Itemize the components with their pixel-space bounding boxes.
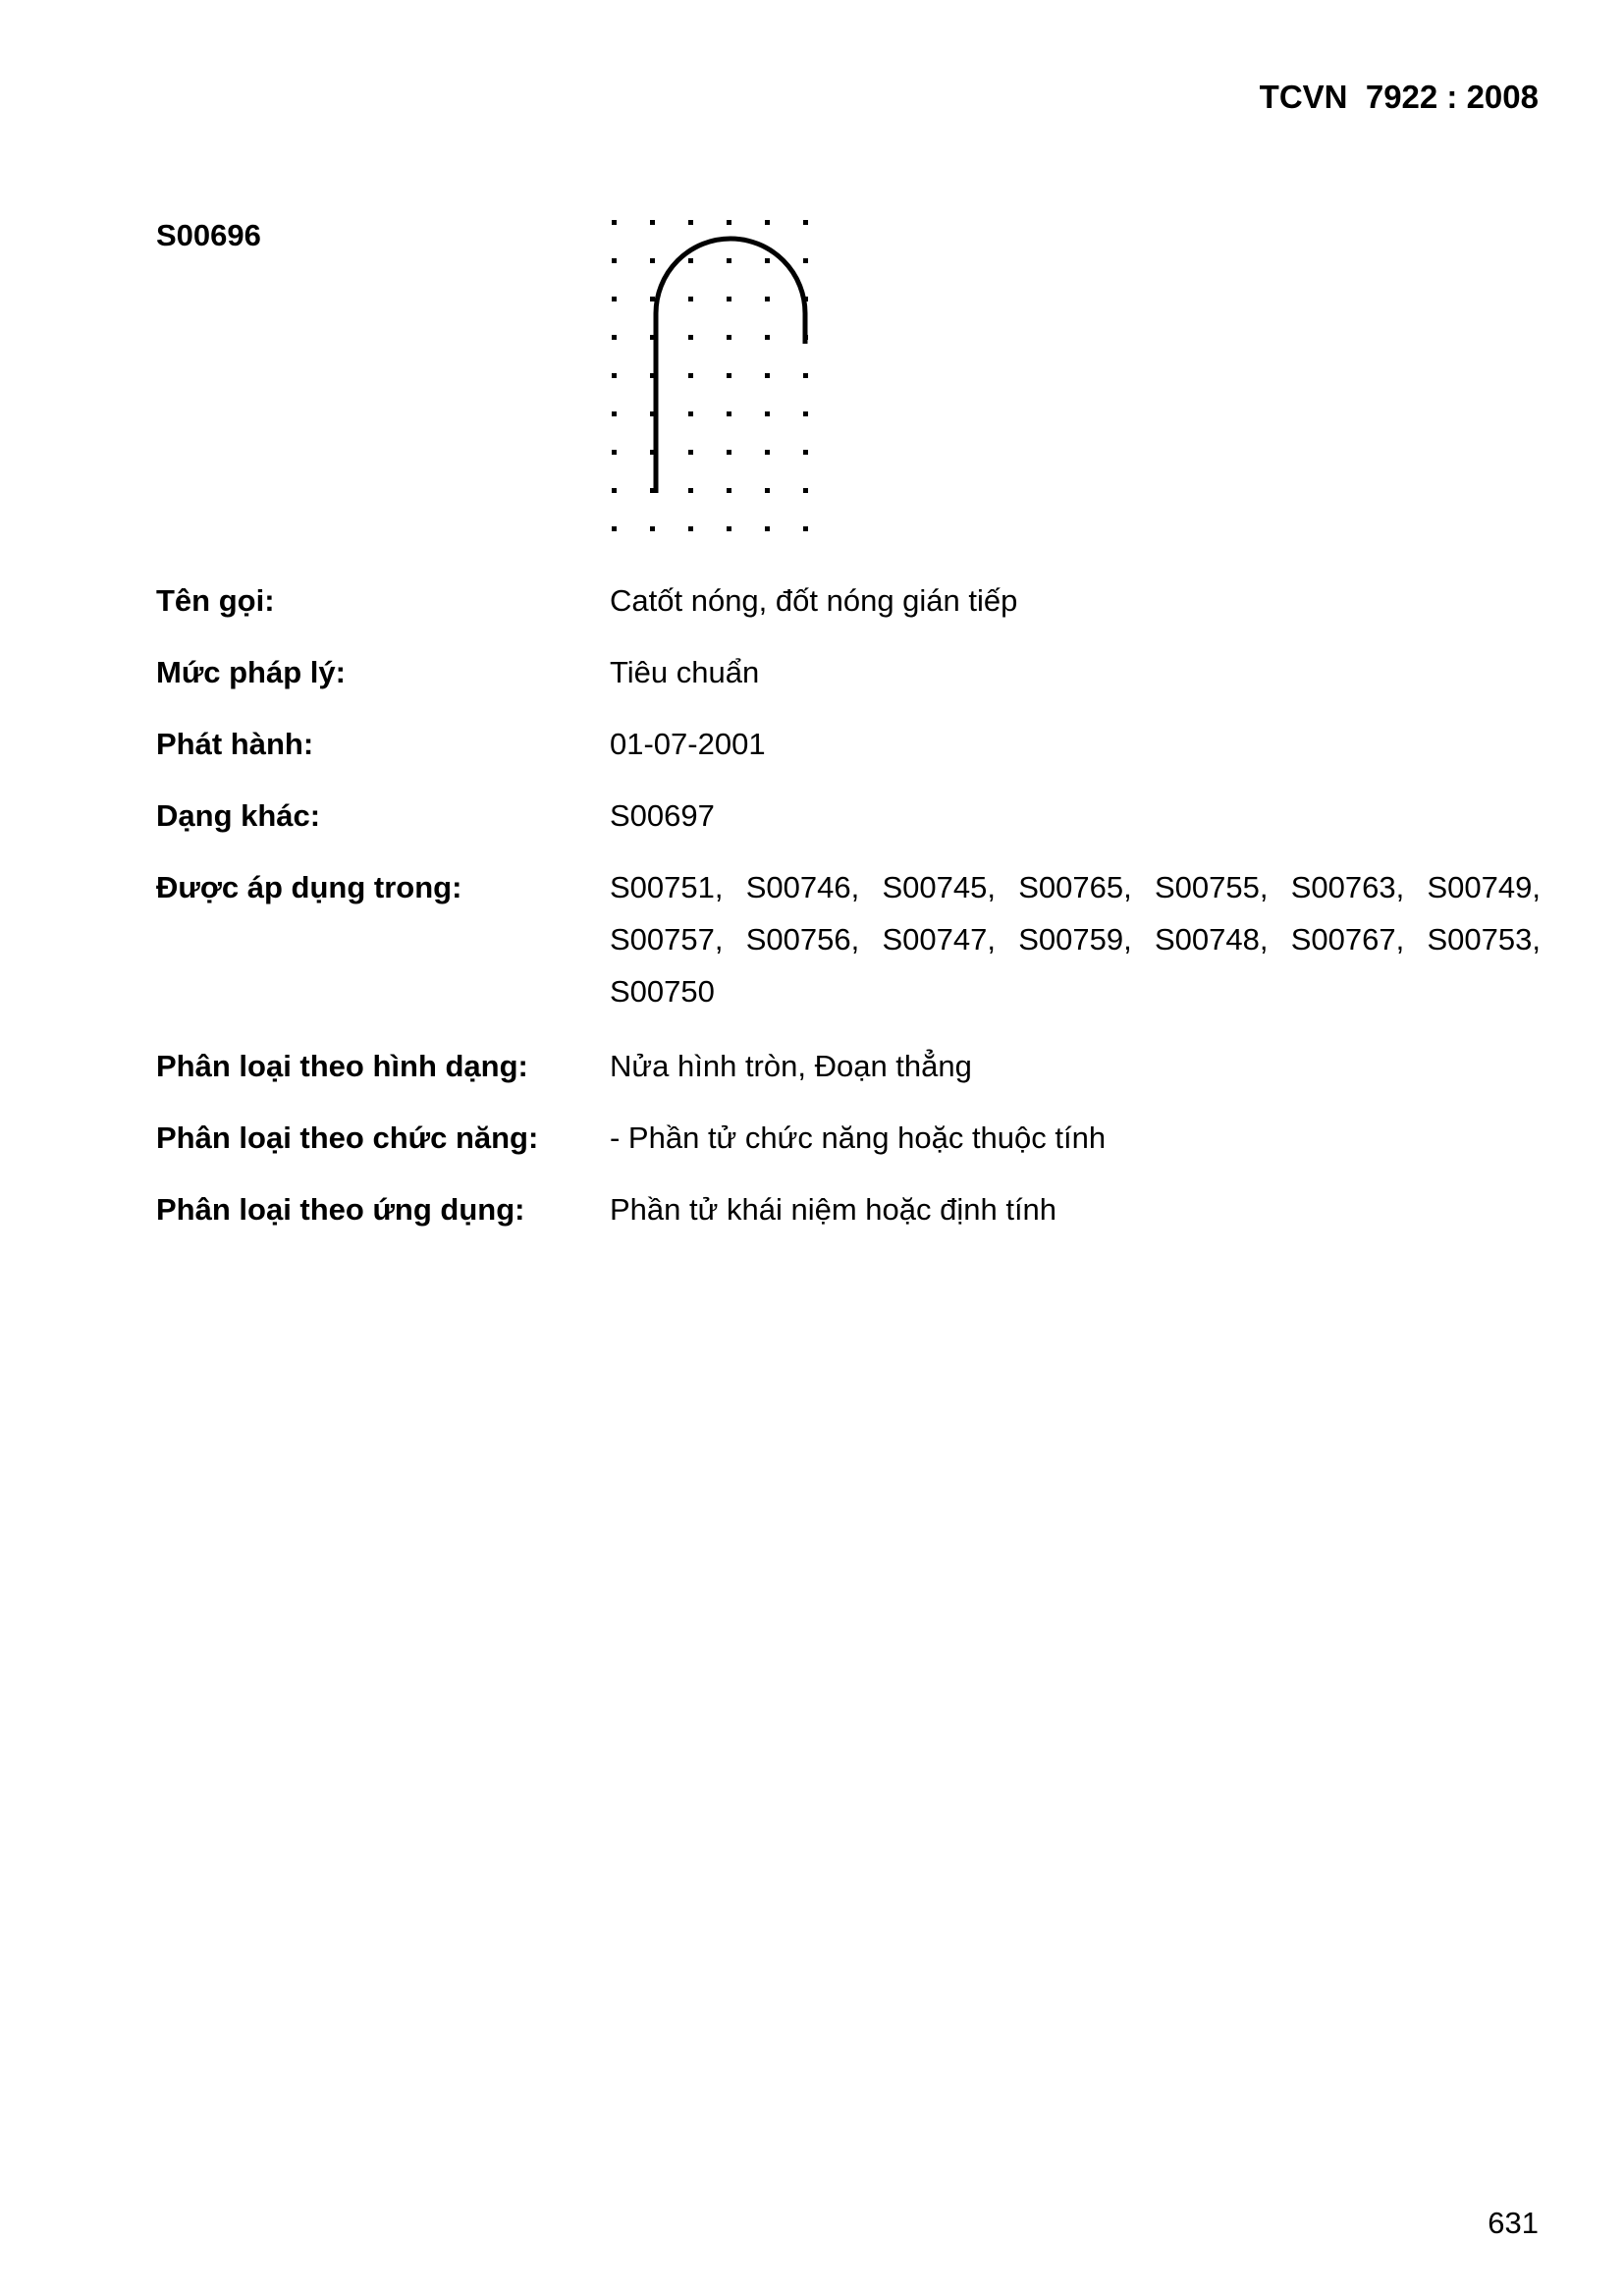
symbol-id: S00696 [156,218,261,252]
page-number: 631 [1488,2206,1539,2240]
standard-code-header: TCVN 7922 : 2008 [1259,79,1539,115]
field-value: Tiêu chuẩn [610,655,760,689]
field-label: Phân loại theo ứng dụng: [156,1192,525,1227]
field-label: Dạng khác: [156,798,321,833]
field-label: Tên gọi: [156,583,275,618]
field-label: Mức pháp lý: [156,655,346,689]
field-value: S00697 [610,798,715,833]
indirectly-heated-hot-cathode-symbol-icon [603,211,868,535]
field-value: Phần tử khái niệm hoặc định tính [610,1192,1057,1227]
field-value: S00751, S00746, S00745, S00765, S00755, S00763, S00749, S00757, S00756, S00747, S00759, S00748, S00767, S00753, S00750 [610,870,1541,1009]
cathode-arc-and-line [656,239,805,493]
field-label: Phân loại theo hình dạng: [156,1049,528,1083]
field-value: 01-07-2001 [610,727,766,761]
field-label: Phát hành: [156,727,314,761]
field-value: Nửa hình tròn, Đoạn thẳng [610,1049,972,1083]
field-value: - Phần tử chức năng hoặc thuộc tính [610,1121,1107,1155]
field-label: Phân loại theo chức năng: [156,1121,539,1155]
field-label: Được áp dụng trong: [156,870,462,904]
grid-dots [612,220,808,531]
field-value: Catốt nóng, đốt nóng gián tiếp [610,583,1018,618]
